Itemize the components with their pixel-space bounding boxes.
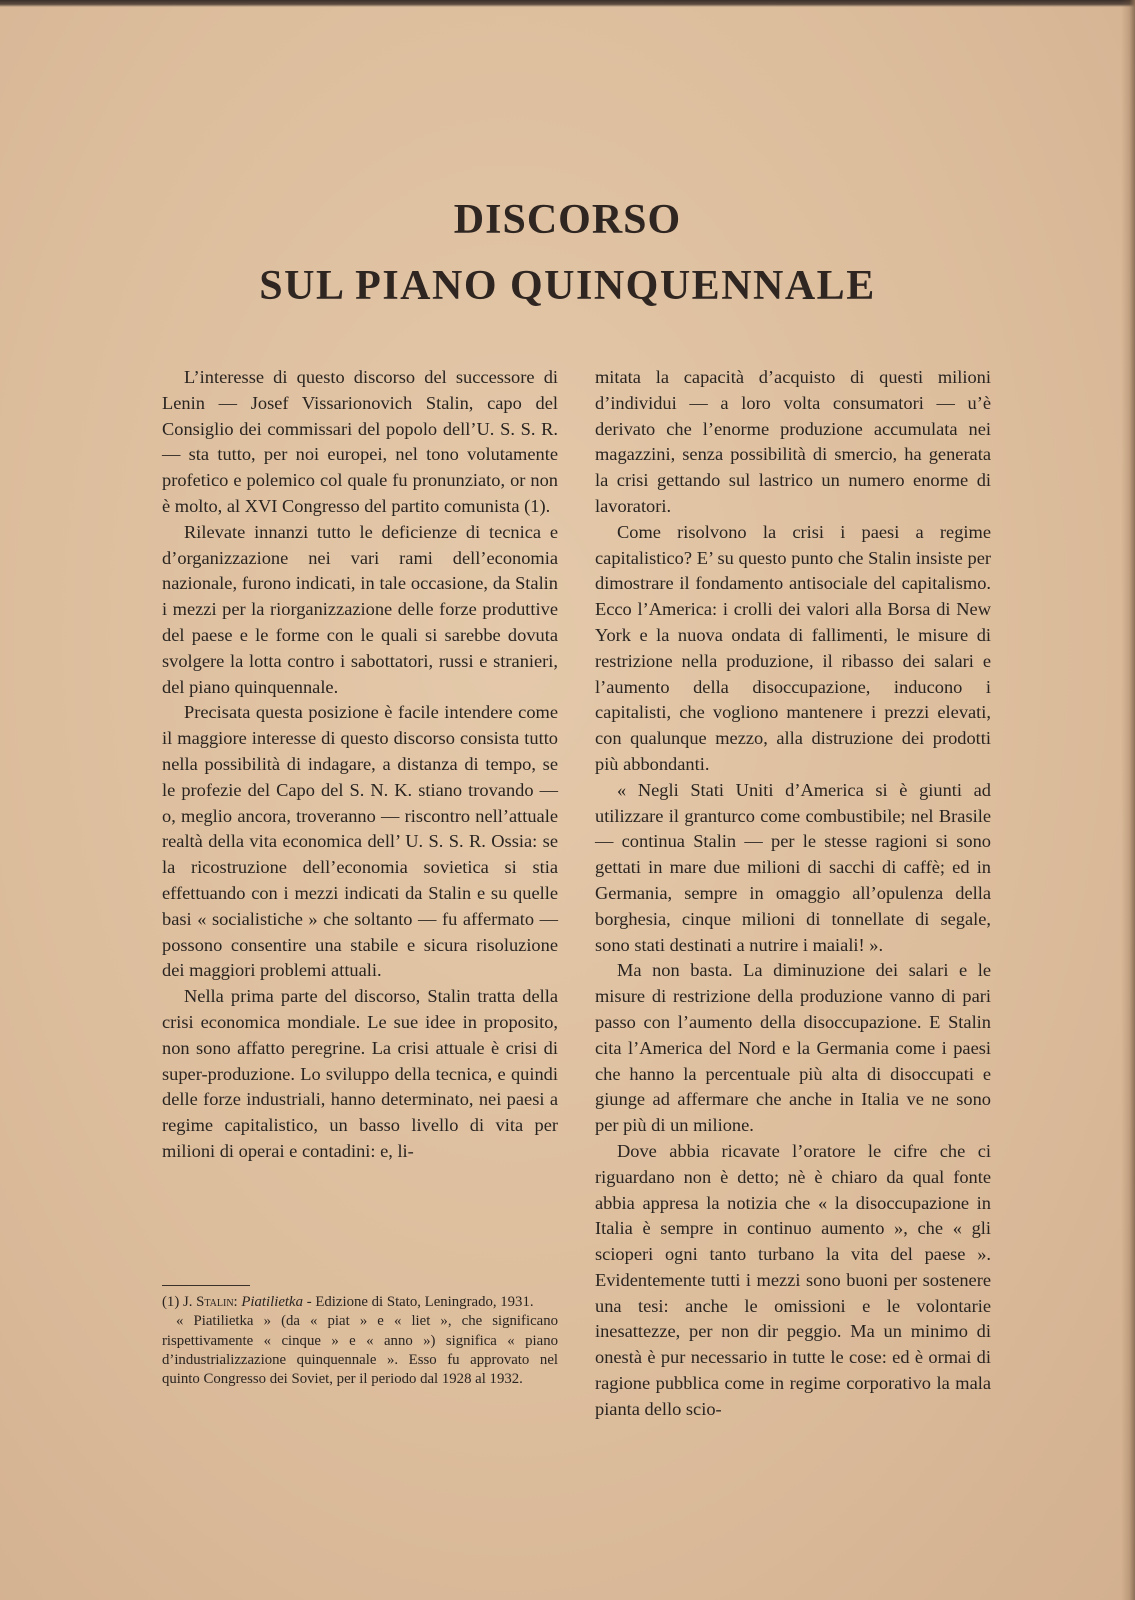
paragraph-4-continued: mitata la capacità d’acquisto di questi milioni d’individui — a loro volta consumatori — u’è derivato che l’enorme produzione accumulata nei magazzini, senza possibilità di smercio, ha generata la crisi gettando sul lastrico un numero enorme di lavoratori. [595, 367, 991, 516]
page-title-line-2: SUL PIANO QUINQUENNALE [259, 263, 876, 309]
footnote-1 [162, 1293, 558, 1312]
footnote-work-title: Piatilietka [241, 1294, 304, 1310]
footnote-author: Stalin [196, 1294, 234, 1310]
footnote-publication: - Edizione di Stato, Leningrado, 1931. [303, 1294, 534, 1310]
footnote-divider [162, 1285, 250, 1286]
page-title-line-1: DISCORSO [453, 197, 682, 243]
footnote-explanation: « Piatilietka » (da « piat » e « liet », che significano rispettivamente « cinque » e « anno ») significa « piano d’industrializzazione quinquennale ». Esso fu approvato nel quinto Congresso dei Soviet, per il periodo dal 1928 al 1932. [162, 1313, 558, 1388]
paragraph-7: Ma non basta. La diminuzione dei salari e le misure di restrizione della produzione vanno di pari passo con l’aumento della disoccupazione. E Stalin cita l’America del Nord e la Germania come i paesi che hanno la percentuale più alta di disoccupati e giunge ad affermare che anche in Italia ve ne sono per più di un milione. [595, 960, 991, 1136]
paragraph-2: Rilevate innanzi tutto le deficienze di tecnica e d’organizzazione nei vari rami dell’economia nazionale, furono indicati, in tale occasione, da Stalin i mezzi per la riorganizzazione delle forze produttive del paese e le forme con le quali si sarebbe dovuta svolgere la lotta contro i sabottatori, russi e stranieri, del piano quinquennale. [162, 521, 558, 697]
paragraph-5: Come risolvono la crisi i paesi a regime capitalistico? E’ su questo punto che Stalin insiste per dimostrare il fondamento antisociale del capitalismo. Ecco l’America: i crolli dei valori alla Borsa di New York e la nuova ondata di fallimenti, le misure di restrizione nella produzione, il ribasso dei salari e l’aumento della disoccupazione, inducono i capitalisti, che vogliono mantenere i prezzi elevati, con qualunque mezzo, alla distruzione dei prodotti più abbondanti. [595, 521, 991, 774]
right-column [595, 365, 991, 1423]
footnote-marker: (1) J. [162, 1294, 193, 1310]
paragraph-3: Precisata questa posizione è facile intendere come il maggiore interesse di questo discorso consista tutto nella possibilità di indagare, a distanza di tempo, se le profezie del Capo del S. N. K. stiano trovando — o, meglio ancora, troveranno — riscontro nell’attuale realtà della vita economica dell’ U. S. S. R. Ossia: se la ricostruzione dell’economia sovietica si stia effettuando con i mezzi indicati da Stalin e su quelle basi « socialistiche » che soltanto — fu affermato — possono consentire una stabile e sicura risoluzione dei maggiori problemi attuali. [162, 702, 558, 981]
paragraph-1: L’interesse di questo discorso del successore di Lenin — Josef Vissarionovich Stalin, capo del Consiglio dei commissari del popolo dell’U. S. S. R. — sta tutto, per noi europei, nel tono volutamente profetico e polemico col quale fu pronunziato, or non è molto, al XVI Congresso del partito comunista (1). [162, 367, 558, 516]
left-column [162, 365, 558, 1165]
footnotes [162, 1293, 558, 1389]
paragraph-4: Nella prima parte del discorso, Stalin tratta della crisi economica mondiale. Le sue idee in proposito, non sono affatto peregrine. La crisi attuale è crisi di super-produzione. Lo sviluppo della tecnica, e quindi delle forze industriali, hanno determinato, nei paesi a regime capitalistico, un basso livello di vita per milioni di operai e contadini: e, li- [162, 986, 558, 1161]
footnote-colon: : [233, 1294, 238, 1310]
paragraph-6-quote: « Negli Stati Uniti d’America si è giunti ad utilizzare il granturco come combustibile; nel Brasile — continua Stalin — per le stesse ragioni si sono gettati in mare due milioni di sacchi di caffè; ed in Germania, sempre in omaggio all’opulenza della borghesia, cinque milioni di tonnellate di segale, sono stati destinati a nutrire i maiali! ». [595, 779, 991, 955]
paragraph-8: Dove abbia ricavate l’oratore le cifre che ci riguardano non è detto; nè è chiaro da qual fonte abbia appresa la notizia che « la disoccupazione in Italia è sempre in continuo aumento », che « gli scioperi ogni tanto turbano la vita del paese ». Evidentemente tutti i mezzi sono buoni per sostenere una tesi: anche le omissioni e le volontarie inesattezze, per non dir peggio. Ma un minimo di onestà è pur necessario in tutte le cose: ed è ormai di ragione pubblica come in regime corporativo la mala pianta dello scio- [595, 1140, 991, 1419]
page-top-edge [0, 0, 1135, 7]
